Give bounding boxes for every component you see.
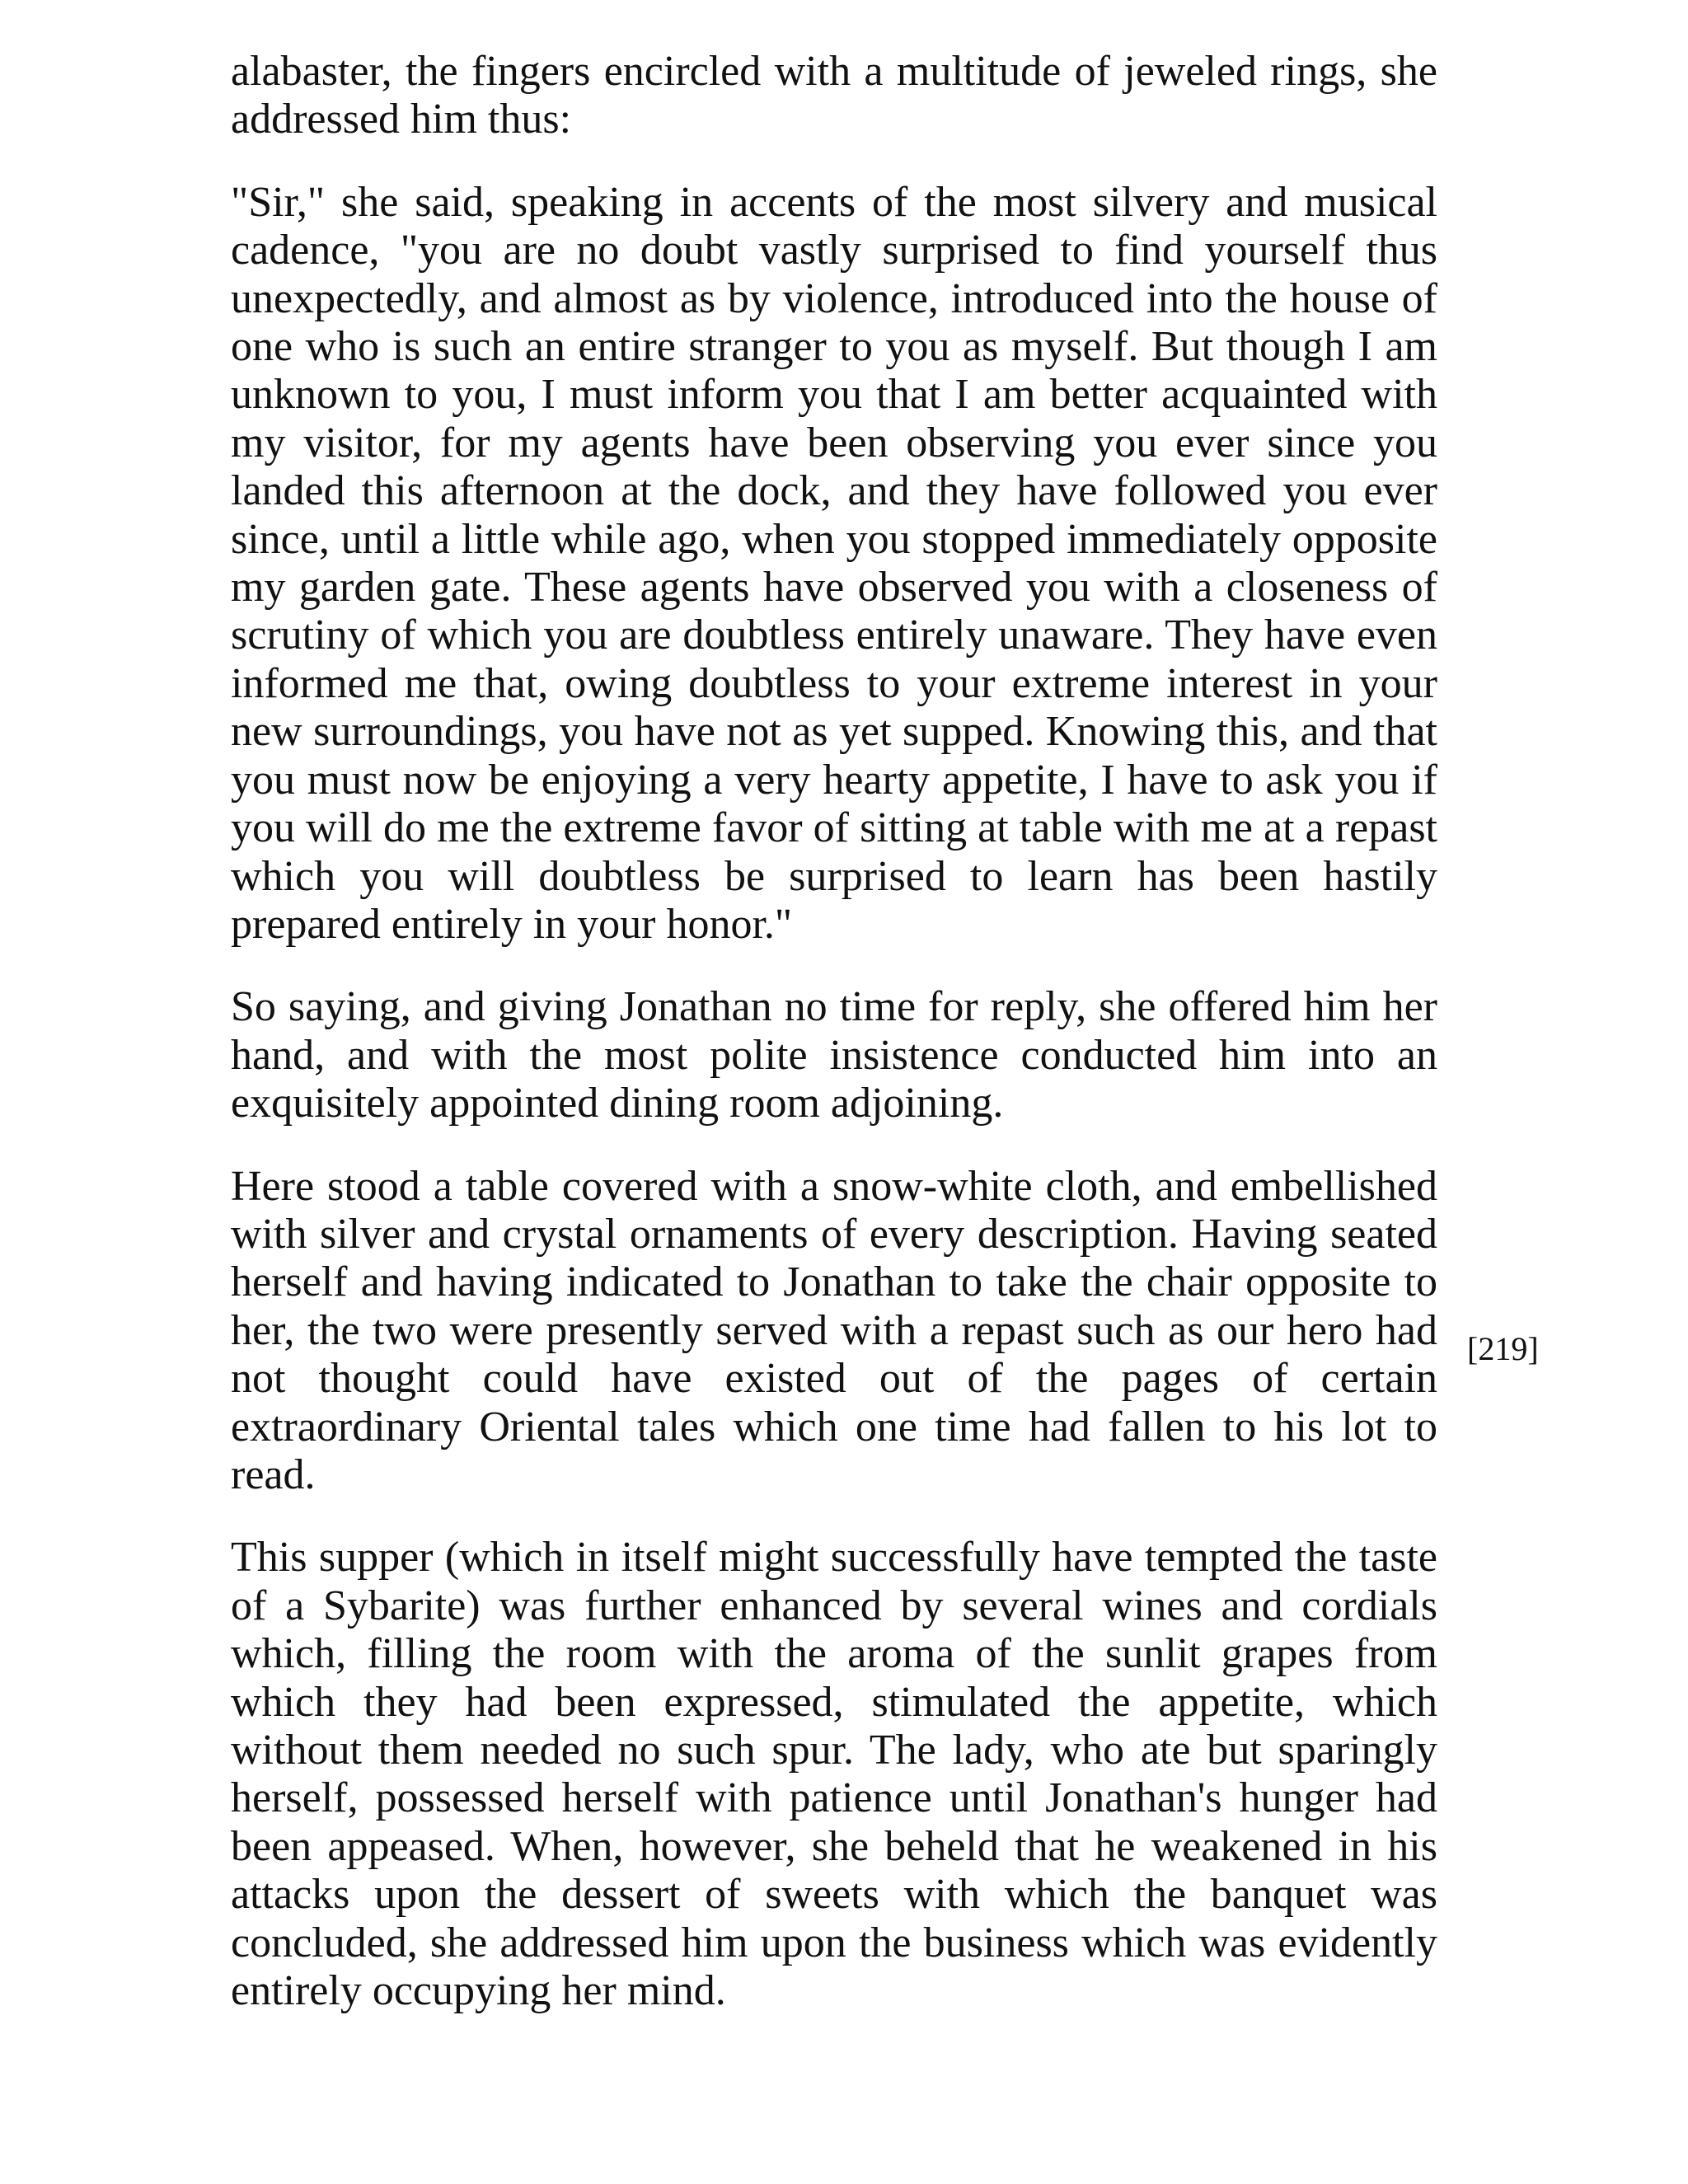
book-page-text [231, 48, 1437, 2050]
paragraph-5: This supper (which in itself might successfully have tempted the taste of a Sybarite) was further enhanced by several wines and cordials which, filling the room with the aroma of the sunlit grapes from which they had been expressed, stimulated the appetite, which without them needed no such spur. The lady, who ate but sparingly herself, possessed herself with patience until Jonathan's hunger had been appeased. When, however, she beheld that he weakened in his attacks upon the dessert of sweets with which the banquet was concluded, she addressed him upon the business which was evidently entirely occupying her mind. [231, 1534, 1437, 2015]
paragraph-1: alabaster, the fingers encircled with a multitude of jeweled rings, she addressed him thus: [231, 48, 1437, 143]
paragraph-3: So saying, and giving Jonathan no time for reply, she offered him her hand, and with the most polite insistence conducted him into an exquisitely appointed dining room adjoining. [231, 983, 1437, 1127]
paragraph-4: Here stood a table covered with a snow-white cloth, and embellished with silver and crystal ornaments of every description. Having seated herself and having indicated to Jonathan to take the chair opposite to her, the two were presently served with a repast such as our hero had not thought could have existed out of the pages of certain extraordinary Oriental tales which one time had fallen to his lot to read. [231, 1162, 1437, 1498]
page-number: [219] [1467, 1330, 1539, 1367]
paragraph-2: "Sir," she said, speaking in accents of the most silvery and musical cadence, "you are no doubt vastly surprised to find yourself thus unexpectedly, and almost as by violence, introduced into the house of one who is such an entire stranger to you as myself. But though I am unknown to you, I must inform you that I am better acquainted with my visitor, for my agents have been observing you ever since you landed this afternoon at the dock, and they have followed you ever since, until a little while ago, when you stopped immediately opposite my garden gate. These agents have observed you with a closeness of scrutiny of which you are doubtless entirely unaware. They have even informed me that, owing doubtless to your extreme interest in your new surroundings, you have not as yet supped. Knowing this, and that you must now be enjoying a very hearty appetite, I have to ask you if you will do me the extreme favor of sitting at table with me at a repast which you will doubtless be surprised to learn has been hastily prepared entirely in your honor." [231, 178, 1437, 948]
